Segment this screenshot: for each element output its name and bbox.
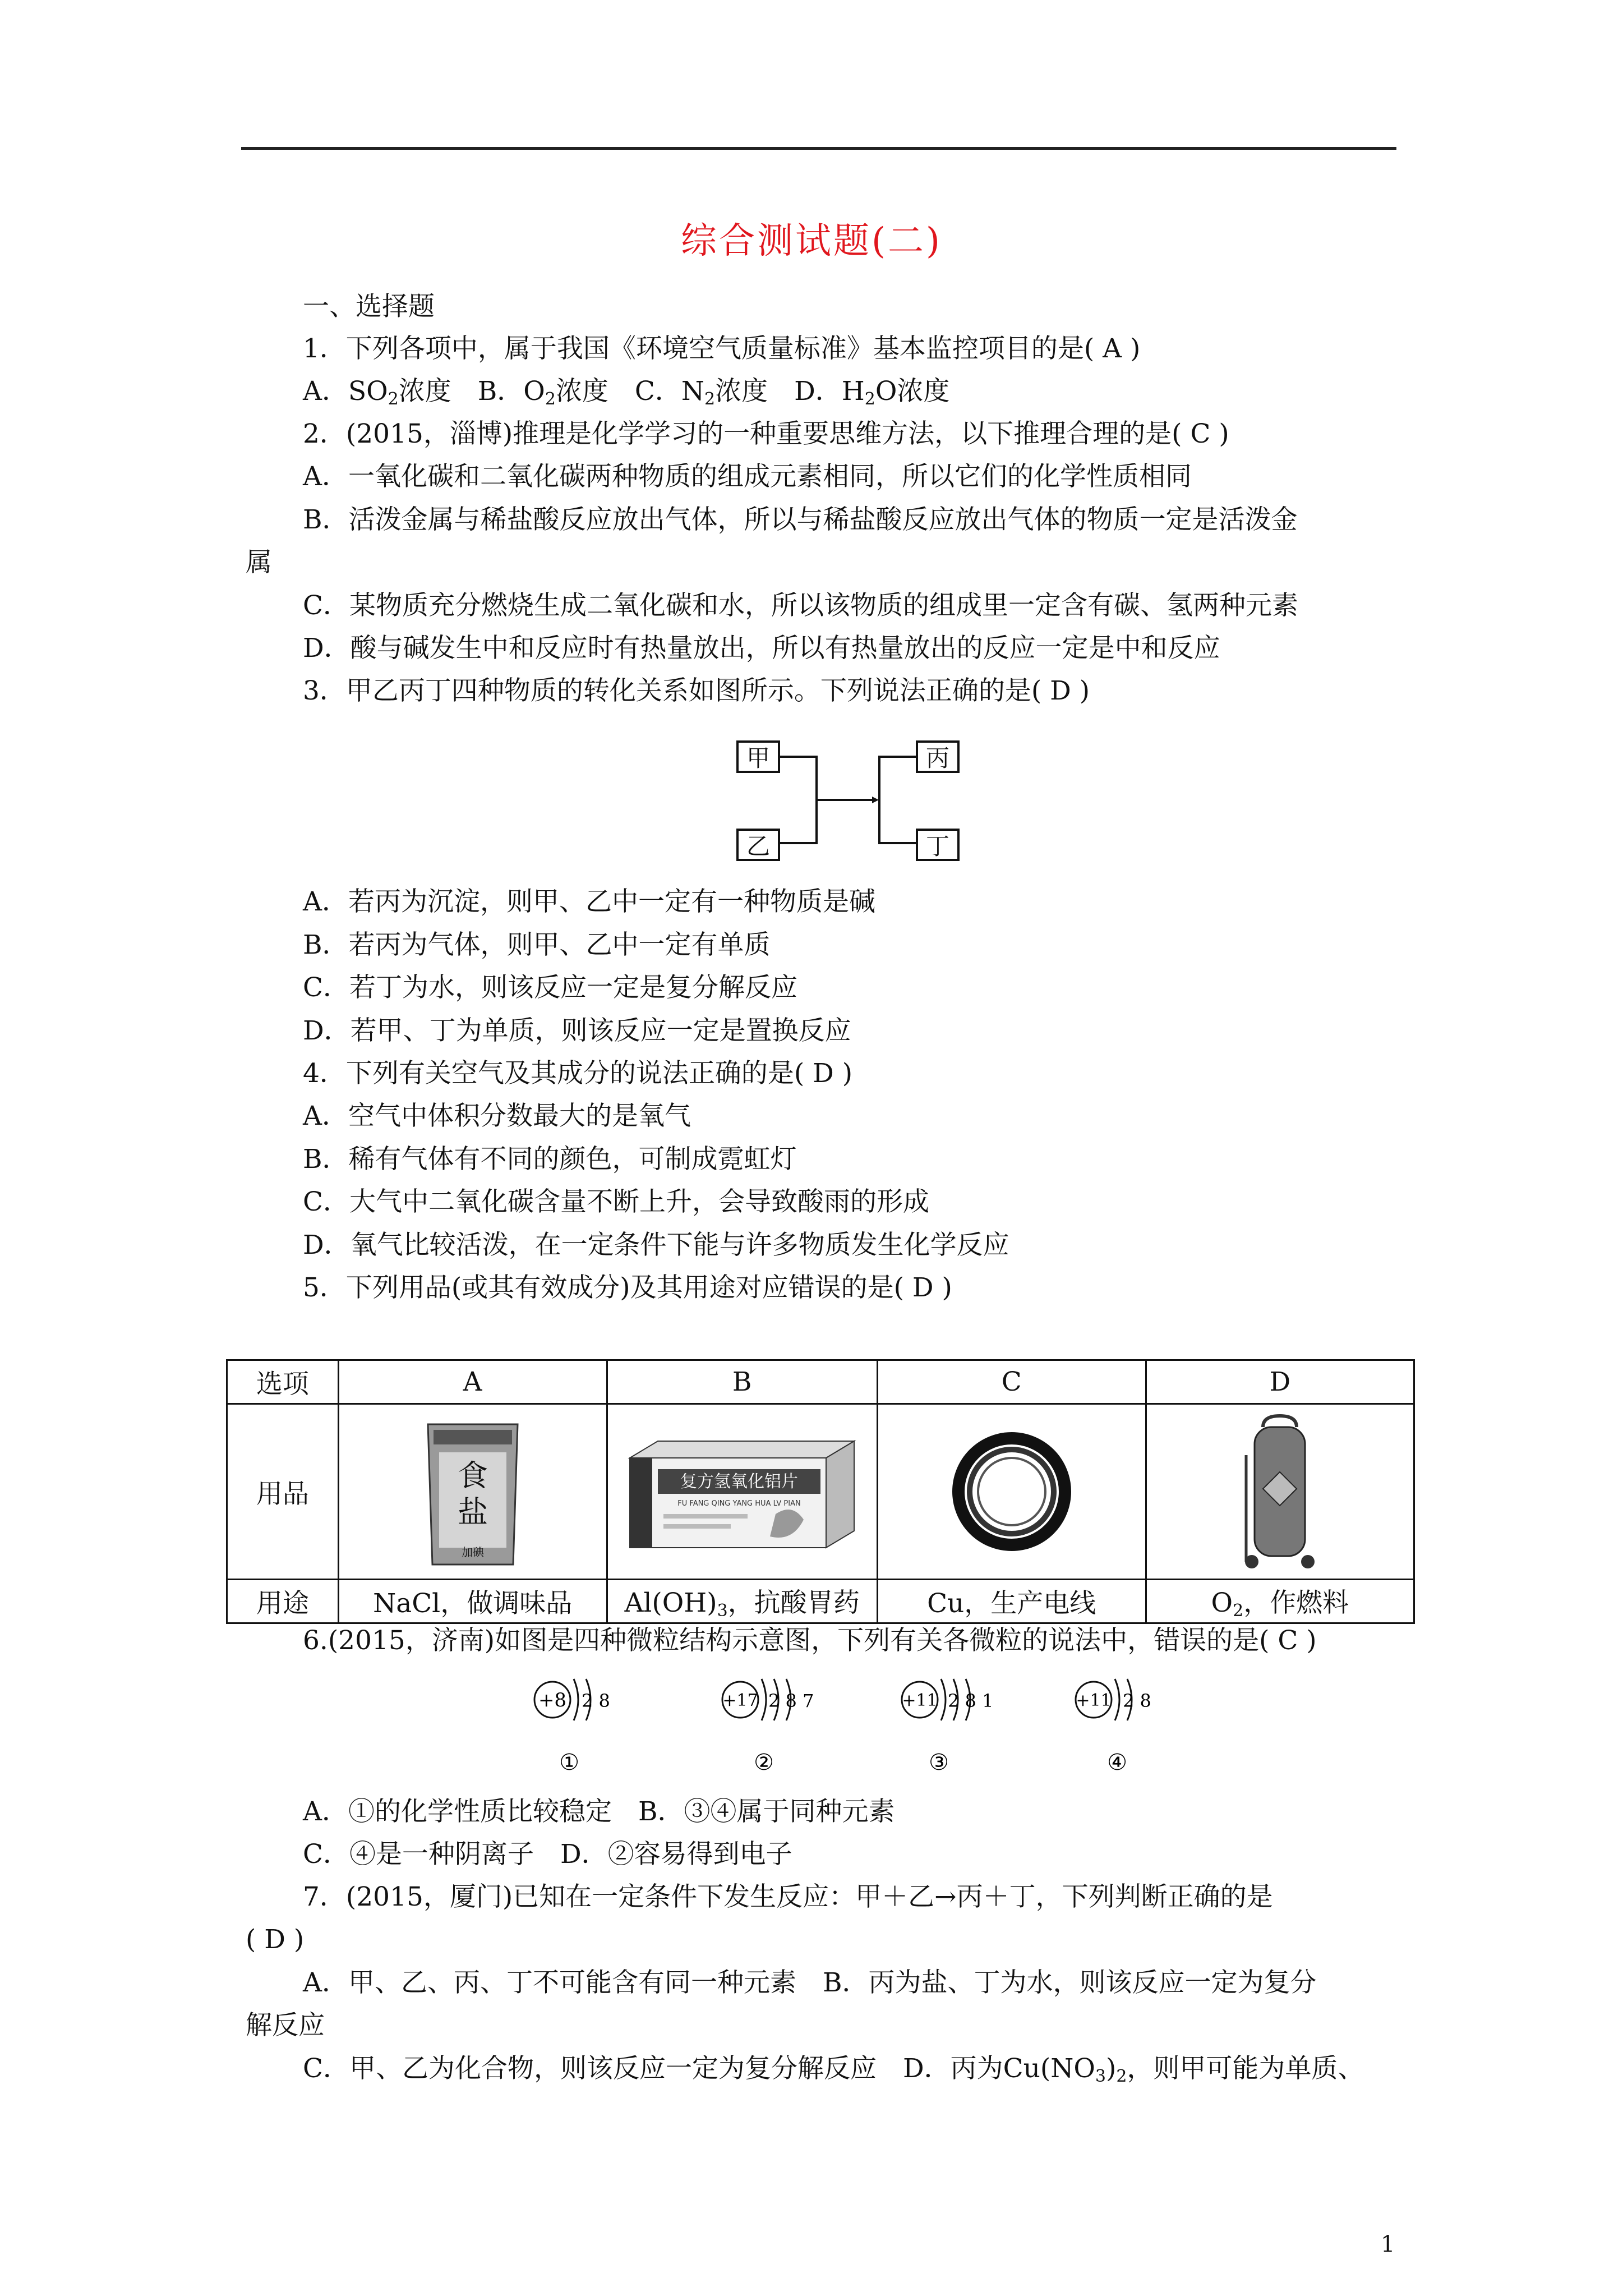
q2-option-a: A．一氧化碳和二氧化碳两种物质的组成元素相同，所以它们的化学性质相同 xyxy=(303,461,1192,492)
q6-options-cd: C．④是一种阴离子 D．②容易得到电子 xyxy=(303,1839,792,1870)
table-header-cell: 选项 xyxy=(227,1360,339,1404)
table-image-row xyxy=(227,1404,1414,1580)
atom-structure-2 xyxy=(718,1674,852,1778)
svg-text:+17: +17 xyxy=(722,1691,758,1710)
q4-stem: 4．下列有关空气及其成分的说法正确的是( D ) xyxy=(303,1058,853,1089)
q4-option-a: A．空气中体积分数最大的是氧气 xyxy=(303,1101,691,1131)
q3-option-d: D．若甲、丁为单质，则该反应一定是置换反应 xyxy=(303,1015,851,1046)
use-cell: NaCl，做调味品 xyxy=(338,1580,607,1623)
q7-options-ab-cont: 解反应 xyxy=(246,2010,325,2041)
section-heading: 一、选择题 xyxy=(303,291,435,322)
q4-option-b: B．稀有气体有不同的颜色，可制成霓虹灯 xyxy=(303,1144,797,1175)
svg-text:④: ④ xyxy=(1107,1750,1127,1775)
q7-options-cd: C．甲、乙为化合物，则该反应一定为复分解反应 D．丙为$Cu(NO_3)_2$，则甲可能为单质、 xyxy=(303,2053,1364,2086)
svg-text:FU FANG QING YANG HUA LV PIAN: FU FANG QING YANG HUA LV PIAN xyxy=(677,1499,801,1508)
cylinder-image-cell xyxy=(1146,1404,1414,1580)
use-cell: $Al(OH)_3$，抗酸胃药 xyxy=(607,1580,877,1623)
atom-structure-4 xyxy=(1071,1674,1195,1778)
page-title: 综合测试题(二) xyxy=(681,220,942,262)
use-cell: $O_2$，作燃料 xyxy=(1146,1580,1414,1623)
svg-text:+8: +8 xyxy=(538,1689,567,1711)
box-yi: 乙 xyxy=(736,829,780,861)
svg-text:+11: +11 xyxy=(1076,1691,1112,1710)
box-ding: 丁 xyxy=(916,829,960,861)
q5-table xyxy=(226,1359,1415,1624)
q7-stem: 7．(2015，厦门)已知在一定条件下发生反应：甲＋乙→丙＋丁，下列判断正确的是 xyxy=(303,1881,1273,1912)
svg-text:③: ③ xyxy=(929,1750,949,1775)
svg-text:2 8 1: 2 8 1 xyxy=(948,1690,994,1711)
q2-option-d: D．酸与碱发生中和反应时有热量放出，所以有热量放出的反应一定是中和反应 xyxy=(303,633,1220,664)
svg-text:食: 食 xyxy=(457,1458,488,1493)
svg-text:2 8: 2 8 xyxy=(1123,1690,1151,1711)
q7-options-ab: A．甲、乙、丙、丁不可能含有同一种元素 B．丙为盐、丁为水，则该反应一定为复分 xyxy=(303,1967,1317,1998)
svg-text:2 8: 2 8 xyxy=(582,1690,610,1711)
box-jia: 甲 xyxy=(736,740,780,773)
q1-stem: 1．下列各项中，属于我国《环境空气质量标准》基本监控项目的是( A ) xyxy=(303,333,1141,364)
svg-text:②: ② xyxy=(754,1750,774,1775)
q6-stem: 6.(2015，济南)如图是四种微粒结构示意图，下列有关各微粒的说法中，错误的是( C ) xyxy=(303,1625,1317,1656)
row-label: 用品 xyxy=(227,1404,339,1580)
atom-structure-1 xyxy=(530,1674,653,1778)
header-rule xyxy=(241,147,1396,150)
table-header-cell: A xyxy=(338,1360,607,1404)
reaction-arrow xyxy=(780,754,916,850)
page-number: 1 xyxy=(1381,2231,1395,2257)
q2-stem: 2．(2015，淄博)推理是化学学习的一种重要思维方法，以下推理合理的是( C ) xyxy=(303,418,1229,449)
table-header-cell: C xyxy=(877,1360,1146,1404)
svg-text:+11: +11 xyxy=(902,1691,938,1710)
salt-bag-image xyxy=(417,1413,529,1570)
salt-image-cell xyxy=(338,1404,607,1580)
svg-text:盐: 盐 xyxy=(457,1494,488,1530)
q3-option-b: B．若丙为气体，则甲、乙中一定有单质 xyxy=(303,930,771,960)
q3-option-c: C．若丁为水，则该反应一定是复分解反应 xyxy=(303,972,797,1003)
q2-option-c: C．某物质充分燃烧生成二氧化碳和水，所以该物质的组成里一定含有碳、氢两种元素 xyxy=(303,590,1298,621)
use-cell: Cu，生产电线 xyxy=(877,1580,1146,1623)
medicine-box-image xyxy=(624,1430,860,1553)
q5-stem: 5．下列用品(或其有效成分)及其用途对应错误的是( D ) xyxy=(303,1272,952,1303)
q3-stem: 3．甲乙丙丁四种物质的转化关系如图所示。下列说法正确的是( D ) xyxy=(303,675,1090,706)
table-header-row xyxy=(227,1360,1414,1404)
q2-option-b: B．活泼金属与稀盐酸反应放出气体，所以与稀盐酸反应放出气体的物质一定是活泼金 xyxy=(303,504,1298,535)
table-header-cell: D xyxy=(1146,1360,1414,1404)
wire-image-cell xyxy=(877,1404,1146,1580)
svg-text:复方氢氧化铝片: 复方氢氧化铝片 xyxy=(680,1472,799,1492)
q4-option-d: D．氧气比较活泼，在一定条件下能与许多物质发生化学反应 xyxy=(303,1230,1009,1260)
medicine-image-cell xyxy=(607,1404,877,1580)
svg-text:加碘: 加碘 xyxy=(461,1545,484,1559)
table-use-row xyxy=(227,1580,1414,1623)
table-header-cell: B xyxy=(607,1360,877,1404)
row-label: 用途 xyxy=(227,1580,339,1623)
q7-answer: ( D ) xyxy=(246,1924,305,1955)
q3-option-a: A．若丙为沉淀，则甲、乙中一定有一种物质是碱 xyxy=(303,886,875,917)
q4-option-c: C．大气中二氧化碳含量不断上升，会导致酸雨的形成 xyxy=(303,1186,929,1217)
svg-text:①: ① xyxy=(559,1750,579,1775)
oxygen-cylinder-image xyxy=(1235,1410,1325,1573)
q1-options: A．$SO_2$浓度 B．$O_2$浓度 C．$N_2$浓度 D．$H_2O$浓度 xyxy=(303,376,950,409)
atom-structure-3 xyxy=(897,1674,1032,1778)
box-bing: 丙 xyxy=(916,740,960,773)
q6-options-ab: A．①的化学性质比较稳定 B．③④属于同种元素 xyxy=(303,1796,895,1827)
copper-wire-image xyxy=(950,1430,1073,1553)
q2-option-b-cont: 属 xyxy=(246,547,272,578)
svg-text:2 8 7: 2 8 7 xyxy=(768,1690,814,1711)
